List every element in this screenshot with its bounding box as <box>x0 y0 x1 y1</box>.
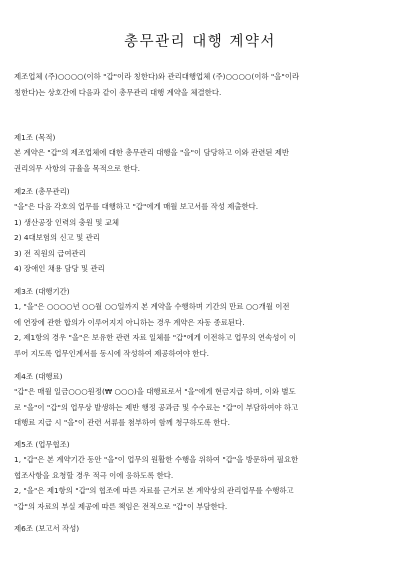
article-5-heading: 제5조 (업무협조) <box>14 440 70 449</box>
article-line: 3) 전 직원의 급여관리 <box>14 248 86 258</box>
article-line: 본 계약은 "갑"의 제조업체에 대한 총무관리 대행을 "을"이 담당하고 이와 관련된 제반 <box>14 148 290 157</box>
intro-line: 제조업체 (주)○○○○(이하 "갑"이라 칭한다)와 관리대행업체 (주)○○○○(이하 "을"이라 <box>14 72 300 81</box>
article-line: 루어 지도록 업무인계서를 동시에 작성하여 제공하여야 한다. <box>14 348 209 358</box>
article-4-body <box>14 384 392 431</box>
intro-line: 칭한다)는 상호간에 다음과 같이 총무관리 대행 계약을 체결한다. <box>14 87 222 97</box>
article-3-heading: 제3조 (대행기간) <box>14 287 70 296</box>
article-line: "을"은 다음 각호의 업무를 대행하고 "갑"에게 매월 보고서를 작성 제출한다. <box>14 202 259 211</box>
article-line: 권리의무 사항의 규율을 목적으로 한다. <box>14 163 140 173</box>
article-line: 2) 4대보험의 신고 및 관리 <box>14 233 100 242</box>
article-5-body <box>14 452 392 514</box>
article-1-heading: 제1조 (목적) <box>14 133 56 142</box>
article-line: 에 연장에 관한 합의가 이루어지지 아니하는 경우 계약은 자동 종료된다. <box>14 317 245 327</box>
article-line: "갑"은 매월 일금○○○원정(₩ ○○○)을 대행료로서 "을"에게 현금지급 하며, 이와 별도 <box>14 387 296 396</box>
article-3-body <box>14 299 392 361</box>
article-4-heading: 제4조 (대행료) <box>14 372 63 381</box>
article-line: 4) 장애인 채용 담당 및 관리 <box>14 264 105 273</box>
article-2-heading: 제2조 (총무관리) <box>14 187 70 196</box>
article-line: 로 "을"이 "갑"의 업무상 발생하는 제반 행정 공과금 및 수수료는 "갑"이 부담하여야 하고 <box>14 402 299 412</box>
article-line: 협조사항을 요청할 경우 적극 이에 응하도록 한다. <box>14 470 174 480</box>
article-line: 1, "을"은 ○○○○년 ○○월 ○○일까지 본 계약을 수행하며 기간의 만료 ○○개월 이전 <box>14 302 290 311</box>
article-line: "갑"의 자료의 부실 제공에 따른 책임은 전적으로 "갑"이 부담한다. <box>14 501 228 511</box>
article-1-body <box>14 145 392 176</box>
article-6-heading: 제6조 (보고서 작성) <box>14 524 80 533</box>
intro-paragraph <box>14 69 392 100</box>
article-line: 2, 제1항의 경우 "을"은 보유한 관련 자료 일체를 "갑"에게 이전하고 업무의 연속성이 이 <box>14 333 297 342</box>
article-line: 2, "을"은 제1항의 "갑"의 협조에 따른 자료를 근거로 본 계약상의 관리업무를 수행하고 <box>14 486 294 495</box>
article-line: 1, "갑"은 본 계약기간 동안 "을"이 업무의 원활한 수행을 위하여 "갑"을 방문하여 필요한 <box>14 455 299 464</box>
article-line: 1) 생산공장 인력의 충원 및 교체 <box>14 217 120 227</box>
article-2-body <box>14 199 392 277</box>
article-line: 대행료 지급 시 "을"이 관련 서류를 첨부하여 함께 청구하도록 한다. <box>14 418 230 427</box>
document-title: 총무관리 대행 계약서 <box>124 34 276 50</box>
